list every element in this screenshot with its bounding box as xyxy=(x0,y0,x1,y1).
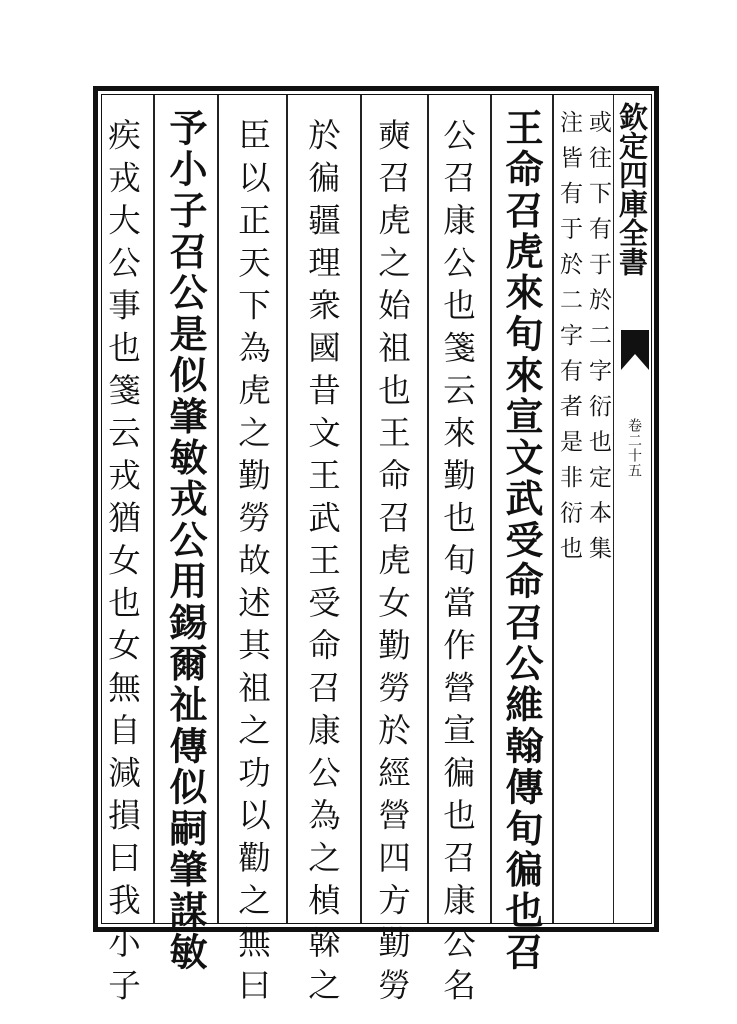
column-divider xyxy=(552,95,554,923)
text-column-commentary-4: 臣以正天下為虎之勤勞故述其祖之功以勸之無曰 xyxy=(233,118,272,1011)
column-divider xyxy=(427,95,429,923)
text-column-main-2: 予小子召公是似肇敏戎公用錫爾祉傳似嗣肇謀敏 xyxy=(163,108,208,974)
text-column-main-1: 王命召虎來旬來宣文武受命召公維翰傳旬徧也召 xyxy=(499,108,544,974)
volume-label: 卷二十五 xyxy=(626,418,642,478)
column-divider xyxy=(217,95,219,923)
column-divider xyxy=(153,95,155,923)
column-divider xyxy=(490,95,492,923)
book-title: 欽定四庫全書 xyxy=(615,102,649,276)
column-divider xyxy=(360,95,362,923)
column-divider xyxy=(286,95,288,923)
text-column-commentary-5: 疾戎大公事也箋云戎猶女也女無自減損曰我小子 xyxy=(103,118,142,1011)
fishtail-mark-icon xyxy=(620,330,650,372)
text-column-note-1: 或往下有于於二字衍也定本集 xyxy=(585,110,611,572)
text-column-commentary-3: 於徧疆理衆國昔文王武王受命召康公為之楨榦之 xyxy=(303,118,342,1011)
text-column-commentary-2: 奭召虎之始祖也王命召虎女勤勞於經營四方勤勞 xyxy=(373,118,412,1011)
text-column-note-2: 注皆有于於二字有者是非衍也 xyxy=(556,110,582,572)
text-column-commentary-1: 公召康公也箋云來勤也旬當作營宣徧也召康公名 xyxy=(438,118,477,1011)
